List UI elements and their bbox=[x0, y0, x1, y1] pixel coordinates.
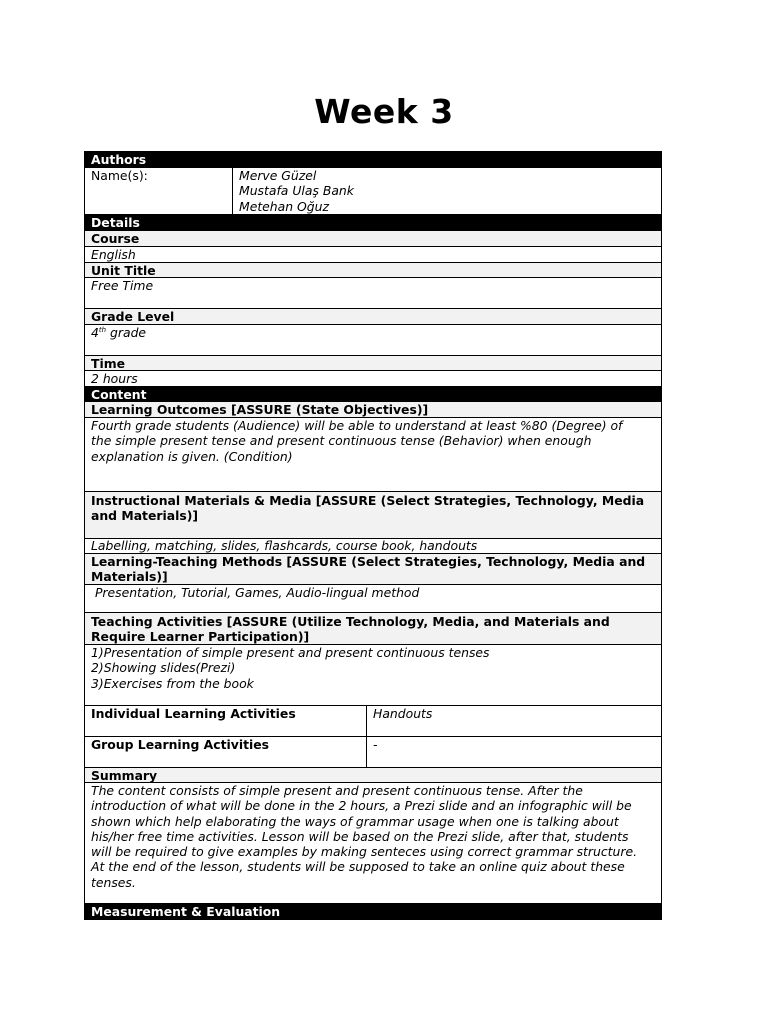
text-line: explanation is given. (Condition) bbox=[91, 448, 293, 464]
lesson-plan-table bbox=[84, 151, 662, 920]
unit-title-value: Free Time bbox=[85, 278, 661, 309]
names-label: Name(s): bbox=[85, 168, 233, 214]
text-line: the simple present tense and present continuous tense (Behavior) when enough bbox=[91, 433, 592, 449]
text-line: 3)Exercises from the book bbox=[91, 675, 254, 691]
individual-activities-row bbox=[85, 706, 661, 737]
grade-level-value bbox=[85, 325, 661, 356]
grade-level-label: Grade Level bbox=[85, 309, 661, 325]
summary-value bbox=[85, 783, 661, 904]
text-line: At the end of the lesson, students will be supposed to take an online quiz about these bbox=[91, 859, 625, 875]
group-activities-value: - bbox=[373, 737, 378, 752]
text-line: will be required to give examples by making senteces using correct grammar structure. bbox=[91, 844, 638, 860]
authors-names-row bbox=[85, 168, 661, 215]
text-line: Materials)] bbox=[91, 569, 168, 585]
author-name: Metehan Oğuz bbox=[239, 198, 330, 214]
unit-title-label: Unit Title bbox=[85, 263, 661, 278]
learning-outcomes-value bbox=[85, 418, 661, 492]
text-line: 1)Presentation of simple present and present continuous tenses bbox=[91, 645, 490, 660]
group-activities-label: Group Learning Activities bbox=[85, 737, 367, 767]
summary-label: Summary bbox=[85, 768, 661, 783]
measurement-header: Measurement & Evaluation bbox=[85, 904, 661, 919]
authors-header: Authors bbox=[85, 152, 661, 168]
details-header: Details bbox=[85, 215, 661, 231]
grade-word: grade bbox=[106, 325, 147, 340]
course-value: English bbox=[85, 247, 661, 263]
page-title: Week 3 bbox=[314, 92, 454, 131]
author-names bbox=[233, 168, 661, 214]
text-line: and Materials)] bbox=[91, 508, 199, 524]
text-line: Instructional Materials & Media [ASSURE (Select Strategies, Technology, Media bbox=[91, 493, 645, 508]
author-name: Mustafa Ulaş Bank bbox=[239, 183, 354, 199]
text-line: his/her free time activities. Lesson will be based on the Prezi slide, after that, students bbox=[91, 828, 629, 844]
text-line: The content consists of simple present and present continuous tense. After the bbox=[91, 783, 583, 798]
individual-activities-value: Handouts bbox=[373, 706, 433, 721]
text-line: introduction of what will be done in the 2 hours, a Prezi slide and an infographic will be bbox=[91, 798, 632, 814]
author-name: Merve Güzel bbox=[239, 168, 317, 183]
group-activities-row bbox=[85, 737, 661, 768]
individual-activities-label: Individual Learning Activities bbox=[85, 706, 367, 736]
grade-number: 4 bbox=[91, 325, 99, 340]
teaching-activities-label bbox=[85, 613, 661, 645]
time-label: Time bbox=[85, 356, 661, 371]
methods-value: Presentation, Tutorial, Games, Audio-lingual method bbox=[85, 585, 661, 613]
text-line: Teaching Activities [ASSURE (Utilize Technology, Media, and Materials and bbox=[91, 614, 610, 629]
text-line: Require Learner Participation)] bbox=[91, 629, 310, 645]
content-header: Content bbox=[85, 387, 661, 402]
time-value: 2 hours bbox=[85, 371, 661, 387]
text-line: Fourth grade students (Audience) will be able to understand at least %80 (Degree) of bbox=[91, 418, 623, 433]
methods-label bbox=[85, 554, 661, 585]
text-line: tenses. bbox=[91, 874, 136, 890]
text-line: shown which help elaborating the ways of grammar usage when one is talking about bbox=[91, 813, 619, 829]
text-line: Learning-Teaching Methods [ASSURE (Select Strategies, Technology, Media and bbox=[91, 554, 646, 569]
learning-outcomes-label: Learning Outcomes [ASSURE (State Objectives)] bbox=[85, 402, 661, 418]
text-line: 2)Showing slides(Prezi) bbox=[91, 660, 236, 676]
materials-label bbox=[85, 492, 661, 539]
grade-suffix: th bbox=[98, 326, 107, 334]
course-label: Course bbox=[85, 231, 661, 247]
teaching-activities-value bbox=[85, 645, 661, 706]
materials-value: Labelling, matching, slides, flashcards, course book, handouts bbox=[85, 539, 661, 554]
